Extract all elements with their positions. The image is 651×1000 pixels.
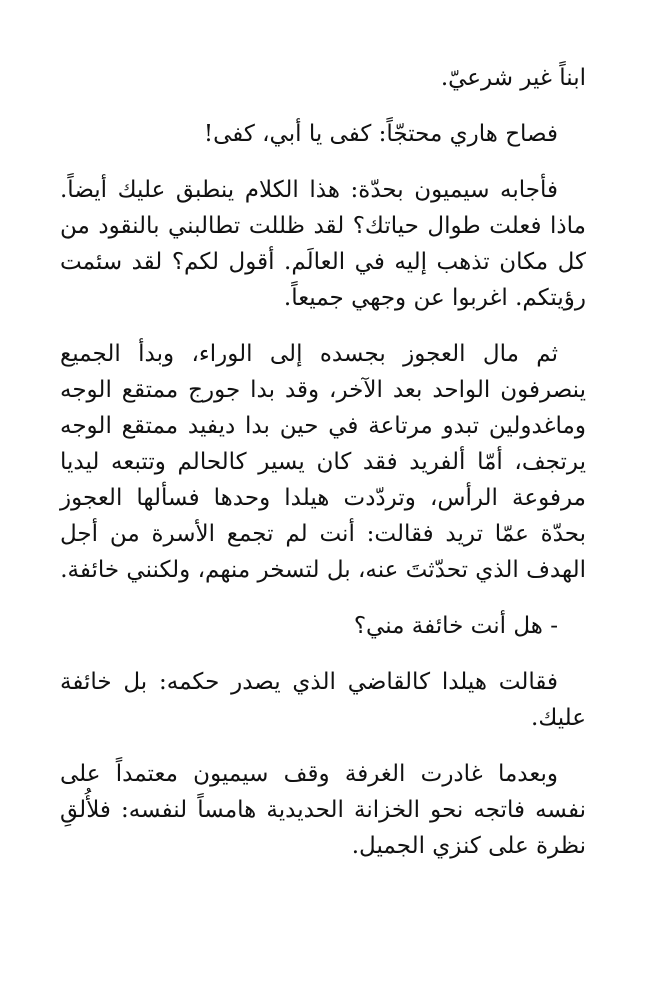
paragraph-5-dialogue: - هل أنت خائفة مني؟ — [353, 613, 558, 639]
paragraph-6: فقالت هيلدا كالقاضي الذي يصدر حكمه: بل خائفة عليك. — [60, 669, 586, 731]
paragraph-4: ثم مال العجوز بجسده إلى الوراء، وبدأ الجميع ينصرفون الواحد بعد الآخر، وقد بدا جورج ممتقع الوجه وماغدولين تبدو مرتاعة في حين بدا ديفيد ممتقع الوجه يرتجف، أمّا ألفريد فقد كان يسير كالحالم وتتبعه ليديا مرفوعة الرأس، وتردّدت هيلدا وحدها فسألها العجوز بحدّة عمّا تريد فقالت: أنت لم تجمع الأسرة من أجل الهدف الذي تحدّثتَ عنه، بل لتسخر منهم، ولكنني خائفة. — [60, 341, 586, 583]
paragraph-3: فأجابه سيميون بحدّة: هذا الكلام ينطبق عليك أيضاً. ماذا فعلت طوال حياتك؟ لقد ظللت تطالبني بالنقود من كل مكان تذهب إليه في العالَم. أقول لكم؟ لقد سئمت رؤيتكم. اغربوا عن وجهي جميعاً. — [60, 177, 586, 311]
paragraph-2: فصاح هاري محتجّاً: كفى يا أبي، كفى! — [203, 121, 558, 147]
paragraph-7: وبعدما غادرت الغرفة وقف سيميون معتمداً على نفسه فاتجه نحو الخزانة الحديدية هامساً لنفسه: فلأُلقِ نظرة على كنزي الجميل. — [60, 761, 586, 859]
paragraph-1: ابناً غير شرعيّ. — [440, 65, 586, 91]
book-page — [60, 60, 586, 884]
